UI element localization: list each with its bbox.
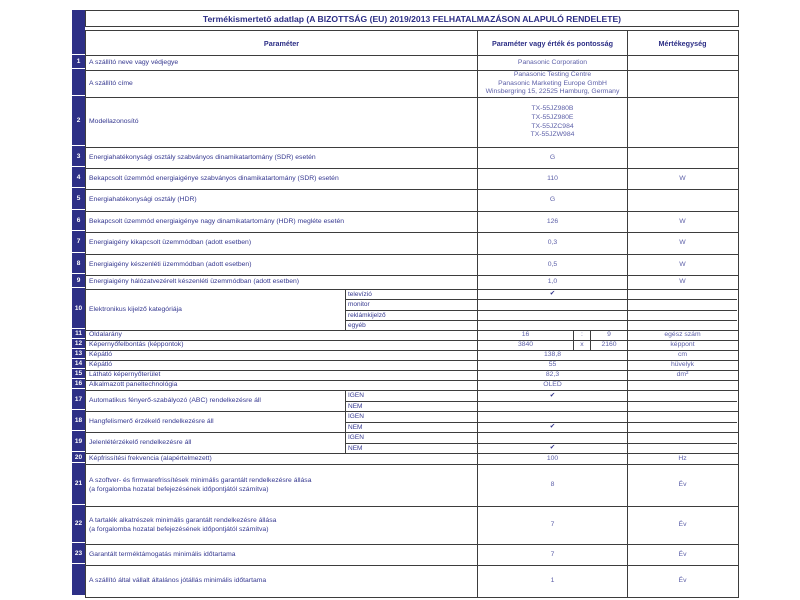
table-row [86, 211, 738, 232]
option-check-column [478, 391, 628, 411]
parameter-label: Modellazonosító [89, 118, 139, 126]
check-icon: ✔ [549, 444, 556, 451]
option-label: egyéb [346, 320, 477, 330]
option-unit-cell [628, 391, 737, 401]
row-number: 13 [72, 348, 85, 358]
parameter-label-line: A tartalék alkatrészek minimális garantált rendelkezésre állása [89, 517, 277, 525]
row-number: 9 [72, 273, 85, 287]
parameter-label-line: A szoftver- és firmwarefrissítések minimális garantált rendelkezésre állása [89, 477, 312, 485]
option-list [346, 391, 478, 411]
table-row [86, 289, 738, 330]
check-icon: ✔ [549, 423, 556, 430]
parameter-label-cell [86, 71, 478, 97]
table-row [86, 275, 738, 289]
table-row [86, 380, 738, 390]
unit-cell [628, 433, 737, 453]
parameter-note: (a forgalomba hozatal befejezésének időpontjától számítva) [89, 485, 269, 493]
option-check-cell [478, 443, 627, 454]
parameter-label-cell [86, 545, 478, 565]
parameter-label-cell [86, 233, 478, 254]
row-number: 11 [72, 328, 85, 338]
value-line: TX-55JZ980B [531, 104, 574, 112]
option-unit-cell [628, 401, 737, 412]
parameter-value-cell: 7 [478, 545, 628, 565]
option-label: IGEN [348, 434, 364, 442]
table-row [86, 464, 738, 506]
parameter-label-cell [86, 361, 478, 370]
parameter-label-cell [86, 290, 346, 330]
table-row [86, 390, 738, 411]
table-body [86, 56, 738, 597]
parameter-value-cell: 1 [478, 566, 628, 597]
option-check-cell [478, 320, 627, 330]
parameter-value-cell: OLED [478, 381, 628, 390]
option-list [346, 290, 478, 330]
unit-label: Év [678, 481, 687, 489]
table-row [86, 565, 738, 597]
table-row [86, 189, 738, 211]
check-icon: ✔ [549, 290, 556, 298]
parameter-label: Jelenlétérzékelő rendelkezésre áll [89, 438, 192, 446]
parameter-label-cell [86, 371, 478, 380]
parameter-label-cell [86, 169, 478, 189]
row-number: 12 [72, 338, 85, 348]
unit-cell [628, 391, 737, 411]
option-label: IGEN [348, 392, 364, 400]
parameter-label: Látható képernyőterület [89, 371, 161, 379]
option-check-column [478, 290, 628, 330]
unit-label: W [679, 239, 686, 247]
unit-label: képpont [670, 341, 695, 349]
parameter-value-cell [478, 98, 628, 147]
parameter-value-cell: 0,3 [478, 233, 628, 254]
table-row [86, 340, 738, 350]
unit-label: dm² [676, 371, 689, 379]
row-number: 5 [72, 187, 85, 209]
unit-label: W [679, 174, 686, 182]
value-first: 16 [478, 331, 574, 340]
value-separator: : [574, 331, 591, 340]
option-check-cell [478, 433, 627, 443]
parameter-value-cell: 55 [478, 361, 628, 370]
value-line: TX-55JZW984 [530, 131, 575, 139]
parameter-label-cell [86, 381, 478, 390]
parameter-label: Alkalmazott paneltechnológia [89, 381, 178, 389]
row-number: 22 [72, 504, 85, 542]
parameter-value-cell [478, 71, 628, 97]
parameter-label: Energiaigény kikapcsolt üzemmódban (adott esetben) [89, 239, 252, 247]
option-label: NEM [346, 401, 477, 412]
parameter-label: A szállító által vállalt általános jótállás minimális időtartama [89, 577, 267, 585]
parameter-label: Energiaigény hálózatvezérelt készenléti üzemmódban (adott esetben) [89, 278, 300, 286]
parameter-label: A szállító címe [89, 79, 133, 87]
row-number: 21 [72, 462, 85, 504]
row-number: 19 [72, 430, 85, 451]
row-number: 4 [72, 166, 85, 187]
parameter-label-cell [86, 391, 346, 411]
option-check-cell [478, 310, 627, 320]
value-line: TX-55JZC984 [531, 122, 574, 130]
parameter-label-cell [86, 566, 478, 597]
table-row [86, 360, 738, 370]
column-header-parameter: Paraméter [86, 31, 478, 55]
parameter-value-cell: 138,8 [478, 351, 628, 360]
parameter-label: Garantált terméktámogatás minimális időtartama [89, 550, 236, 558]
parameter-label: Képernyőfelbontás (képpontok) [89, 341, 184, 349]
value-line: TX-55JZ980E [531, 113, 574, 121]
unit-cell [628, 290, 737, 330]
option-unit-cell [628, 299, 737, 309]
unit-label [628, 98, 737, 147]
option-check-cell [478, 412, 627, 422]
table-row [86, 97, 738, 147]
unit-label: Hz [678, 454, 687, 462]
row-number-bar-header-segment [72, 10, 85, 54]
parameter-value-cell: 7 [478, 507, 628, 544]
option-label: IGEN [348, 413, 364, 421]
value-line: Panasonic Testing Centre [513, 70, 592, 78]
unit-label [628, 148, 737, 168]
parameter-value-cell: 100 [478, 454, 628, 464]
unit-label: egész szám [664, 331, 701, 339]
row-number: 1 [72, 54, 85, 68]
table-row [86, 330, 738, 340]
row-number: 15 [72, 368, 85, 378]
unit-label: W [679, 217, 686, 225]
parameter-label-cell [86, 331, 478, 340]
parameter-label: Oldalarány [89, 331, 122, 339]
option-unit-cell [628, 443, 737, 454]
parameter-label: Képfrissítési frekvencia (alapértelmezett) [89, 454, 212, 462]
table-row [86, 56, 738, 70]
unit-label [628, 190, 737, 211]
parameter-label: Energiaigény készenléti üzemmódban (adott esetben) [89, 260, 252, 268]
option-check-cell [478, 391, 627, 401]
option-unit-cell [628, 433, 737, 443]
row-number: 17 [72, 388, 85, 409]
option-unit-cell [628, 290, 737, 299]
unit-cell [628, 412, 737, 432]
unit-label: W [679, 260, 686, 268]
product-fiche-table [85, 10, 739, 598]
parameter-label: Képátló [89, 351, 113, 359]
table-row [86, 147, 738, 168]
table-row [86, 370, 738, 380]
option-unit-cell [628, 412, 737, 422]
parameter-value-cell: G [478, 190, 628, 211]
parameter-value-cell: 0,5 [478, 255, 628, 275]
row-number: 14 [72, 358, 85, 368]
unit-label [628, 56, 737, 70]
option-label: NEM [346, 443, 477, 454]
table-row [86, 432, 738, 453]
table-row [86, 453, 738, 464]
parameter-label: Automatikus fényerő-szabályozó (ABC) rendelkezésre áll [89, 396, 261, 404]
parameter-label: A szállító neve vagy védjegye [89, 58, 179, 66]
row-number: 6 [72, 209, 85, 230]
parameter-label-cell [86, 507, 478, 544]
parameter-label: Energiahatékonysági osztály szabványos dinamikatartomány (SDR) esetén [89, 153, 316, 161]
table-row [86, 350, 738, 360]
parameter-label: Hangfelismerő érzékelő rendelkezésre áll [89, 417, 214, 425]
parameter-value-cell: G [478, 148, 628, 168]
parameter-label: Energiahatékonysági osztály (HDR) [89, 196, 197, 204]
option-check-cell [478, 299, 627, 309]
unit-label: Év [678, 521, 687, 529]
unit-label: W [679, 278, 686, 286]
parameter-label: Bekapcsolt üzemmód energiaigénye szabványos dinamikatartomány (SDR) esetén [89, 174, 339, 182]
parameter-label [89, 517, 276, 534]
parameter-label-cell [86, 465, 478, 506]
parameter-label: Elektronikus kijelző kategóriája [89, 305, 182, 313]
unit-label [628, 381, 737, 390]
parameter-value-cell: 126 [478, 212, 628, 232]
parameter-label-cell [86, 351, 478, 360]
table-row [86, 254, 738, 275]
row-number: 3 [72, 145, 85, 166]
unit-label: Év [678, 577, 687, 585]
parameter-note: (a forgalomba hozatal befejezésének időpontjától számítva) [89, 525, 269, 533]
row-number: 20 [72, 451, 85, 462]
option-unit-cell [628, 310, 737, 320]
option-label: reklámkijelző [346, 310, 477, 320]
row-number: 10 [72, 287, 85, 328]
unit-label: hüvelyk [670, 361, 695, 369]
row-number [72, 68, 85, 95]
row-number [72, 563, 85, 595]
page-title: Termékismertető adatlap (A BIZOTTSÁG (EU) 2019/2013 FELHATALMAZÁSON ALAPULÓ RENDELETE) [85, 10, 739, 27]
table-row [86, 232, 738, 254]
column-header-unit: Mértékegység [658, 38, 707, 48]
parameter-label-cell [86, 212, 478, 232]
parameter-label-cell [86, 433, 346, 453]
parameter-label-cell [86, 341, 478, 350]
option-check-column [478, 412, 628, 432]
table-row [86, 544, 738, 565]
parameter-label-cell [86, 454, 478, 464]
option-label: NEM [346, 422, 477, 433]
value-first: 3840 [478, 341, 574, 350]
parameter-label [89, 477, 312, 494]
parameter-value-cell: 1,0 [478, 276, 628, 289]
option-check-cell [478, 401, 627, 412]
parameter-label-cell [86, 412, 346, 432]
parameter-label: Képátló [89, 361, 113, 369]
table-grid [85, 30, 739, 598]
option-check-cell [478, 290, 627, 299]
row-number: 18 [72, 409, 85, 430]
option-check-column [478, 433, 628, 453]
unit-label: cm [677, 351, 688, 359]
check-icon: ✔ [549, 391, 556, 399]
table-header-row [86, 31, 738, 56]
parameter-value-cell: 8 [478, 465, 628, 506]
row-number: 2 [72, 95, 85, 145]
parameter-value-cell: Panasonic Corporation [478, 56, 628, 70]
row-number: 23 [72, 542, 85, 563]
parameter-value-cell: 82,3 [478, 371, 628, 380]
table-row [86, 506, 738, 544]
parameter-label-cell [86, 276, 478, 289]
unit-label: Év [678, 550, 687, 558]
unit-label [628, 71, 737, 97]
row-number: 8 [72, 252, 85, 273]
option-label: monitor [346, 299, 477, 309]
row-number: 16 [72, 378, 85, 388]
option-unit-cell [628, 422, 737, 433]
table-row [86, 70, 738, 97]
column-header-value: Paraméter vagy érték és pontosság [478, 31, 628, 55]
option-unit-cell [628, 320, 737, 330]
value-separator: x [574, 341, 591, 350]
option-list [346, 433, 478, 453]
value-line: Winsbergring 15, 22525 Hamburg, Germany [485, 88, 620, 96]
option-check-cell [478, 422, 627, 433]
table-row [86, 168, 738, 189]
option-label: televízió [348, 291, 372, 299]
value-line: Panasonic Marketing Europe GmbH [498, 79, 607, 87]
parameter-label-cell [86, 255, 478, 275]
parameter-label-cell [86, 56, 478, 70]
parameter-label: Bekapcsolt üzemmód energiaigénye nagy dinamikatartomány (HDR) megléte esetén [89, 217, 345, 225]
row-number: 7 [72, 230, 85, 252]
parameter-label-cell [86, 98, 478, 147]
value-second: 2160 [591, 341, 628, 350]
value-second: 9 [591, 331, 628, 340]
parameter-value-cell: 110 [478, 169, 628, 189]
option-list [346, 412, 478, 432]
row-number-bar [72, 10, 85, 595]
parameter-label-cell [86, 190, 478, 211]
table-row [86, 411, 738, 432]
parameter-label-cell [86, 148, 478, 168]
